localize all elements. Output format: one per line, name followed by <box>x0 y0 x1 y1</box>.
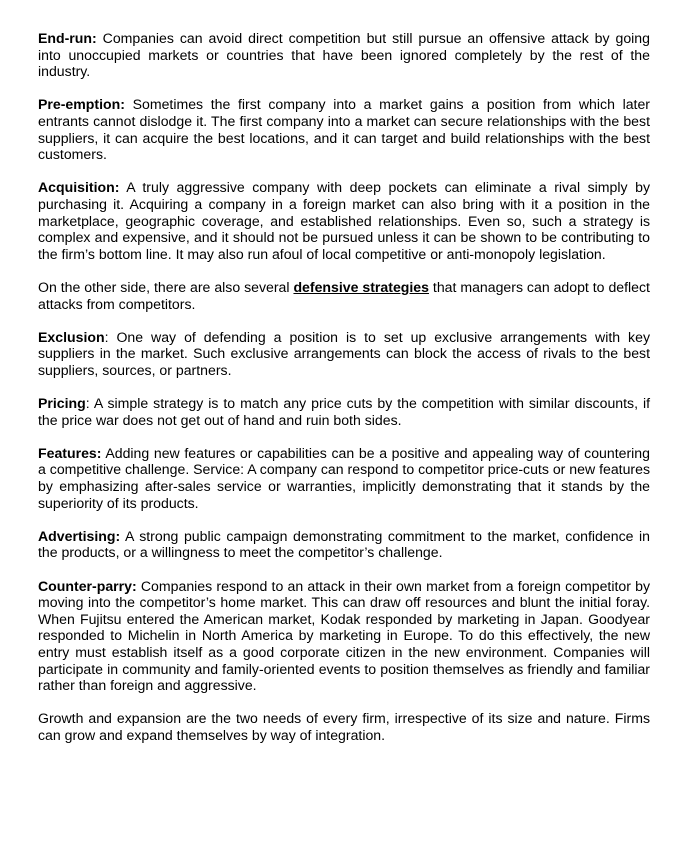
term-pre-emption: Pre-emption: <box>38 96 125 113</box>
term-end-run: End-run: <box>38 30 97 46</box>
paragraph-advertising <box>38 528 650 561</box>
paragraph-end-run <box>38 30 650 80</box>
paragraph-features <box>38 445 650 511</box>
paragraph-closing: Growth and expansion are the two needs of every firm, irrespective of its size and nature. Firms can grow and expand themselves by way of integration. <box>38 710 650 743</box>
text-pre-emption: Sometimes the first company into a market gains a position from which later entrants cannot dislodge it. The first company into a market can secure relationships with the best suppliers, it can acquire the best locations, and it can target and build relationships with the best customers. <box>38 96 650 163</box>
document-page <box>38 30 650 760</box>
text-features: Adding new features or capabilities can be a positive and appealing way of countering a competitive challenge. Service: A company can respond to competitor price-cuts or new features by emphasizing after-sales service or warranties, implicitly demonstrating that it stands by the superiority of its products. <box>38 444 650 511</box>
paragraph-defensive-intro <box>38 279 650 312</box>
intro-before: On the other side, there are also several <box>38 278 294 295</box>
text-counter-parry: Companies respond to an attack in their own market from a foreign competitor by moving into the competitor’s home market. This can draw off resources and blunt the initial foray. When Fujitsu entered the American market, Kodak responded by marketing in Japan. Goodyear responded to Michelin in North America by marketing in Europe. To do this effectively, the new entry must establish itself as a good corporate citizen in the new environment. Companies will participate in community and family-oriented events to position themselves as friendly and familiar rather than foreign and aggressive. <box>38 577 650 694</box>
paragraph-pre-emption <box>38 96 650 162</box>
paragraph-exclusion <box>38 329 650 379</box>
text-end-run: Companies can avoid direct competition but still pursue an offensive attack by going into unoccupied markets or countries that have been ignored completely by the rest of the industry. <box>38 30 650 80</box>
term-pricing: Pricing <box>38 395 86 412</box>
intro-after: that managers can adopt to deflect attacks from competitors. <box>38 278 650 312</box>
paragraph-acquisition <box>38 179 650 262</box>
paragraph-counter-parry <box>38 578 650 694</box>
term-features: Features: <box>38 444 102 461</box>
term-acquisition: Acquisition: <box>38 179 120 196</box>
term-exclusion: Exclusion <box>38 328 105 345</box>
text-pricing: : A simple strategy is to match any price cuts by the competition with similar discounts, if the price war does not get out of hand and ruin both sides. <box>38 395 650 428</box>
text-acquisition: A truly aggressive company with deep pockets can eliminate a rival simply by purchasing it. Acquiring a company in a foreign market can also bring with it a position in the marketplace, geographic coverage, and established relationships. Even so, such a strategy is complex and expensive, and it should not be pursued unless it can be shown to be contributing to the firm’s bottom line. It may also run afoul of local competitive or anti-monopoly legislation. <box>38 179 650 262</box>
text-exclusion: : One way of defending a position is to set up exclusive arrangements with key suppliers in the market. Such exclusive arrangements can block the access of rivals to the best suppliers, sources, or partners. <box>38 328 650 378</box>
paragraph-pricing <box>38 395 650 428</box>
defensive-strategies-emphasis: defensive strategies <box>293 278 429 295</box>
term-advertising: Advertising: <box>38 527 121 544</box>
term-counter-parry: Counter-parry: <box>38 577 137 594</box>
text-advertising: A strong public campaign demonstrating commitment to the market, confidence in the products, or a willingness to meet the competitor’s challenge. <box>38 527 650 561</box>
